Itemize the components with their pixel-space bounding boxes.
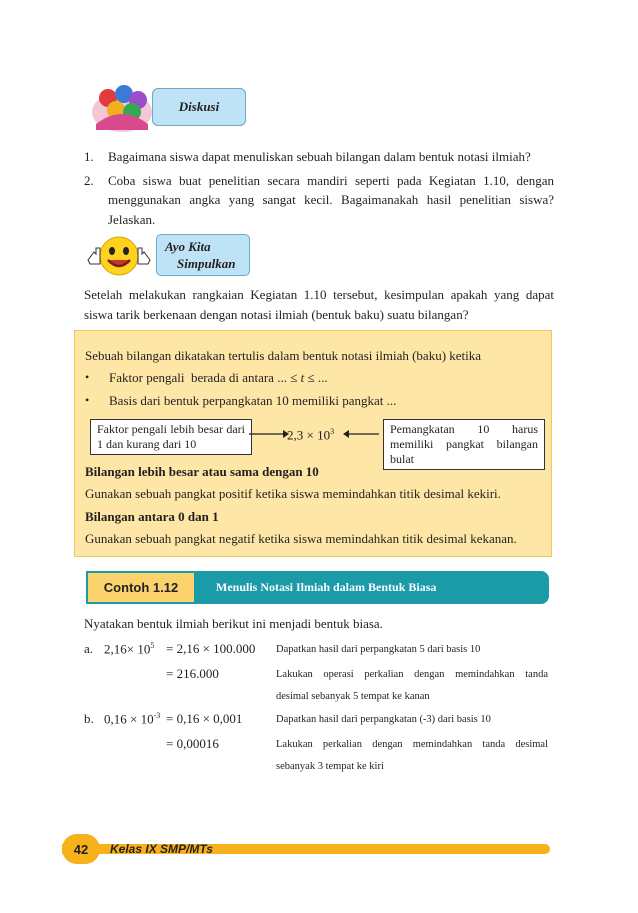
conclusion-intro: Setelah melakukan rangkaian Kegiatan 1.10 tersebut, kesimpulan apakah yang dapat siswa tarik berkenaan dengan notasi ilmiah (bentuk baku) suatu bilangan? [84,287,554,322]
arrow-right-icon [249,429,289,439]
summary-intro: Sebuah bilangan dikatakan tertulis dalam bentuk notasi ilmiah (baku) ketika [85,348,482,363]
scientific-notation-example [287,427,334,443]
item-a-step2: = 216.000 [166,666,219,681]
ayo-kita-simpulkan-label [156,234,250,276]
ayo-line1: Ayo Kita [165,239,211,254]
item-b-note2b: sebanyak 3 tempat ke kiri [276,761,384,772]
example-number-tab: Contoh 1.12 [86,571,196,604]
footer-book-title: Kelas IX SMP/MTs [110,842,213,856]
discussion-questions [84,147,554,233]
item-b-note1: Dapatkan hasil dari perpangkatan (-3) dari basis 10 [276,714,491,725]
item-b-note2a: Lakukan perkalian dengan memindahkan tanda desimal [276,739,548,750]
item-a-exponent: 5 [150,641,155,650]
smiley-thumbs-up-icon [84,234,154,278]
item-b-label: b. [84,711,94,726]
question-item [84,171,554,230]
discussion-people-icon [86,84,158,134]
bullet-1: Faktor pengali berada di antara ... ≤ t ≤ ... [109,370,328,385]
right-note-box: Pemangkatan 10 harus memiliki pangkat bilangan bulat [383,419,545,470]
rule-heading-2: Bilangan antara 0 dan 1 [85,509,219,524]
question-number: 2. [84,172,94,188]
example-title: Menulis Notasi Ilmiah dalam Bentuk Biasa [216,580,437,594]
item-a-label: a. [84,641,94,656]
rule-text-1: Gunakan sebuah pangkat positif ketika siswa memindahkan titik desimal kekiri. [85,486,501,501]
item-a-note2a: Lakukan operasi perkalian dengan memindahkan tanda [276,669,548,680]
item-b-base: 0,16 × 10 [104,711,154,727]
item-a-expression [104,641,154,657]
question-text: Coba siswa buat penelitian secara mandiri seperti pada Kegiatan 1.10, dengan menggunakan angka yang sangat kecil. Bagaimanakah hasil penelitian siswa? Jelaskan. [108,172,554,227]
item-a-note2b: desimal sebanyak 5 tempat ke kanan [276,691,430,702]
item-a-note1: Dapatkan hasil dari perpangkatan 5 dari basis 10 [276,644,481,655]
diskusi-label: Diskusi [152,88,246,126]
summary-box [74,330,552,557]
item-a-step1: = 2,16 × 100.000 [166,641,256,656]
item-b-exponent: -3 [153,711,161,720]
question-text: Bagaimana siswa dapat menuliskan sebuah bilangan dalam bentuk notasi ilmiah? [108,149,531,164]
ayo-line2: Simpulkan [177,256,236,271]
item-a-base: 2,16× 10 [104,641,151,657]
question-item [84,147,554,167]
left-note-box: Faktor pengali lebih besar dari 1 dan kurang dari 10 [90,419,252,455]
item-b-expression [104,711,160,727]
center-expression: 2,3 × 10 [287,427,331,443]
arrow-left-icon [343,429,379,439]
center-exponent: 3 [330,427,335,436]
bullet-dot: • [85,370,90,384]
rule-heading-1: Bilangan lebih besar atau sama dengan 10 [85,464,319,479]
item-b-step2: = 0,00016 [166,736,219,751]
page-number: 42 [62,834,100,864]
bullet-2: Basis dari bentuk perpangkatan 10 memiliki pangkat ... [109,393,397,408]
item-b-step1: = 0,16 × 0,001 [166,711,243,726]
rule-text-2: Gunakan sebuah pangkat negatif ketika siswa memindahkan titik desimal kekanan. [85,531,517,546]
question-number: 1. [84,149,94,164]
example-intro: Nyatakan bentuk ilmiah berikut ini menjadi bentuk biasa. [84,616,383,631]
bullet-dot: • [85,393,90,407]
